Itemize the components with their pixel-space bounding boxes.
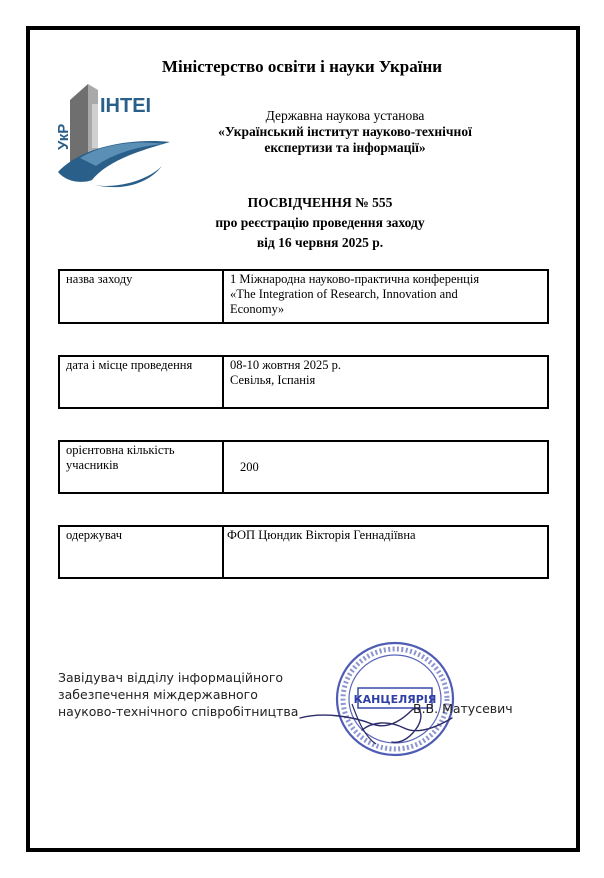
institute-logo [52, 80, 176, 190]
institution-block [180, 108, 510, 156]
field-label-line: учасників [66, 458, 119, 472]
certificate-heading [150, 193, 490, 253]
field-value-line: Севілья, Іспанія [230, 373, 316, 387]
signature-position-line: забезпечення міждержавного [58, 687, 258, 702]
institution-name-line2: експертизи та інформації» [264, 140, 426, 155]
institution-name-line1: «Український інститут науково-технічної [218, 124, 472, 139]
certificate-title: ПОСВІДЧЕННЯ № 555 [247, 195, 393, 210]
signature-position-line: Завідувач відділу інформаційного [58, 670, 284, 685]
logo-side-text: УкР [55, 123, 72, 150]
field-value [226, 271, 547, 322]
field-label-line: орієнтовна кількість [66, 443, 175, 457]
signature-position [58, 669, 298, 720]
field-value-line: Economy» [230, 302, 285, 316]
field-value-line: 1 Міжнародна науково-практична конференція [230, 272, 480, 286]
signatory-name: В.В. Матусевич [413, 701, 513, 716]
field-date-place [58, 355, 549, 409]
field-label [60, 442, 224, 492]
field-value: 200 [240, 460, 259, 474]
ministry-title: Міністерство освіти і науки України [161, 57, 443, 76]
field-value: ФОП Цюндик Вікторія Геннадіївна [227, 528, 416, 542]
logo-top-text: ІНТЕІ [100, 95, 152, 117]
field-value-line: «The Integration of Research, Innovation and [230, 287, 458, 301]
field-value-line: 08-10 жовтня 2025 р. [230, 358, 341, 372]
stamp-text: КАНЦЕЛЯРІЯ [353, 693, 437, 706]
field-recipient [58, 525, 549, 579]
institution-type: Державна наукова установа [265, 108, 425, 123]
field-label: дата і місце проведення [60, 357, 224, 407]
field-value [226, 357, 547, 407]
field-participants [58, 440, 549, 494]
field-label: одержувач [60, 527, 224, 577]
certificate-date: від 16 червня 2025 р. [256, 235, 384, 250]
signature-position-line: науково-технічного співробітництва [58, 704, 299, 719]
handwritten-signature [292, 690, 472, 750]
field-label: назва заходу [60, 271, 224, 322]
field-event-name [58, 269, 549, 324]
certificate-subtitle: про реєстрацію проведення заходу [215, 215, 425, 230]
